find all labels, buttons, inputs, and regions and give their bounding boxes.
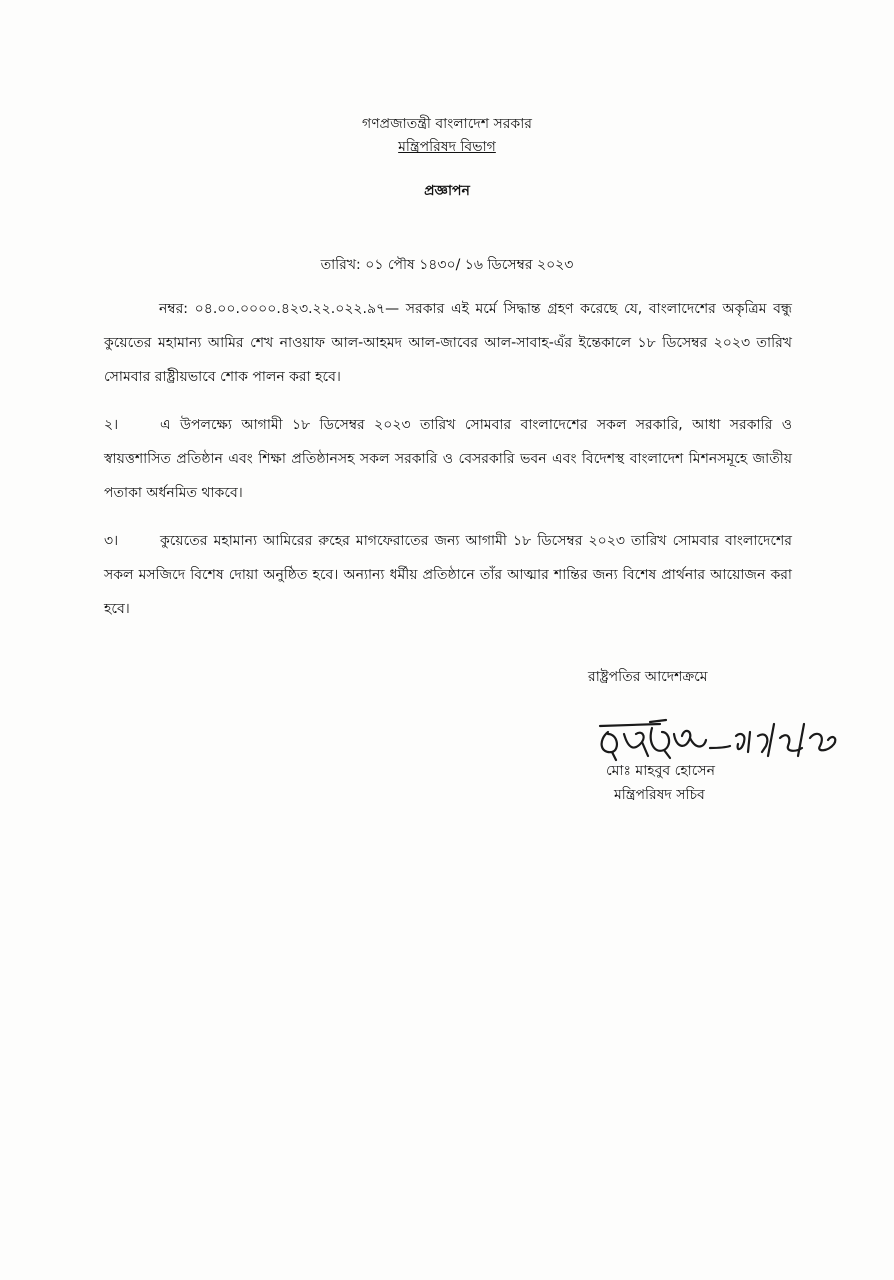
document-date: তারিখ: ০১ পৌষ ১৪৩০/ ১৬ ডিসেম্বর ২০২৩ [320, 257, 574, 273]
government-heading: গণপ্রজাতন্ত্রী বাংলাদেশ সরকার [362, 116, 532, 132]
paragraph-3 [104, 524, 792, 626]
document-title: প্রজ্ঞাপন [424, 183, 470, 199]
division-heading [0, 136, 894, 158]
division-name: মন্ত্রিপরিষদ বিভাগ [398, 139, 496, 155]
paragraph-number: ৩। [104, 533, 119, 549]
signatory-name: মোঃ মাহবুব হোসেন [606, 763, 715, 779]
paragraph-text: এ উপলক্ষ্যে আগামী ১৮ ডিসেম্বর ২০২৩ তারিখ সোমবার বাংলাদেশের সকল সরকারি, আধা সরকারি ও স্বায়ত্তশাসিত প্রতিষ্ঠান এবং শিক্ষা প্রতিষ্ঠানসহ সকল সরকারি ও বেসরকারি ভবন এবং বিদেশস্থ বাংলাদেশ মিশনসমূহে জাতীয় পতাকা অর্ধনমিত থাকবে। [104, 417, 792, 501]
closing-line: রাষ্ট্রপতির আদেশক্রমে [588, 669, 708, 685]
paragraph-text: কুয়েতের মহামান্য আমিরের রুহের মাগফেরাতের জন্য আগামী ১৮ ডিসেম্বর ২০২৩ তারিখ সোমবার বাংলাদেশের সকল মসজিদে বিশেষ দোয়া অনুষ্ঠিত হবে। অন্যান্য ধর্মীয় প্রতিষ্ঠানে তাঁর আত্মার শান্তির জন্য বিশেষ প্রার্থনার আয়োজন করা হবে। [104, 533, 792, 617]
paragraph-number: ২। [104, 417, 119, 433]
paragraph-1: নম্বর: ০৪.০০.০০০০.৪২৩.২২.০২২.৯৭— সরকার এই মর্মে সিদ্ধান্ত গ্রহণ করেছে যে, বাংলাদেশের অকৃত্রিম বন্ধু কুয়েতের মহামান্য আমির শেখ নাওয়াফ আল-আহমদ আল-জাবের আল-সাবাহ-এঁর ইন্তেকালে ১৮ ডিসেম্বর ২০২৩ তারিখ সোমবার রাষ্ট্রীয়ভাবে শোক পালন করা হবে। [104, 301, 792, 385]
paragraph-2 [104, 408, 792, 510]
signatory-title: মন্ত্রিপরিষদ সচিব [614, 787, 705, 803]
